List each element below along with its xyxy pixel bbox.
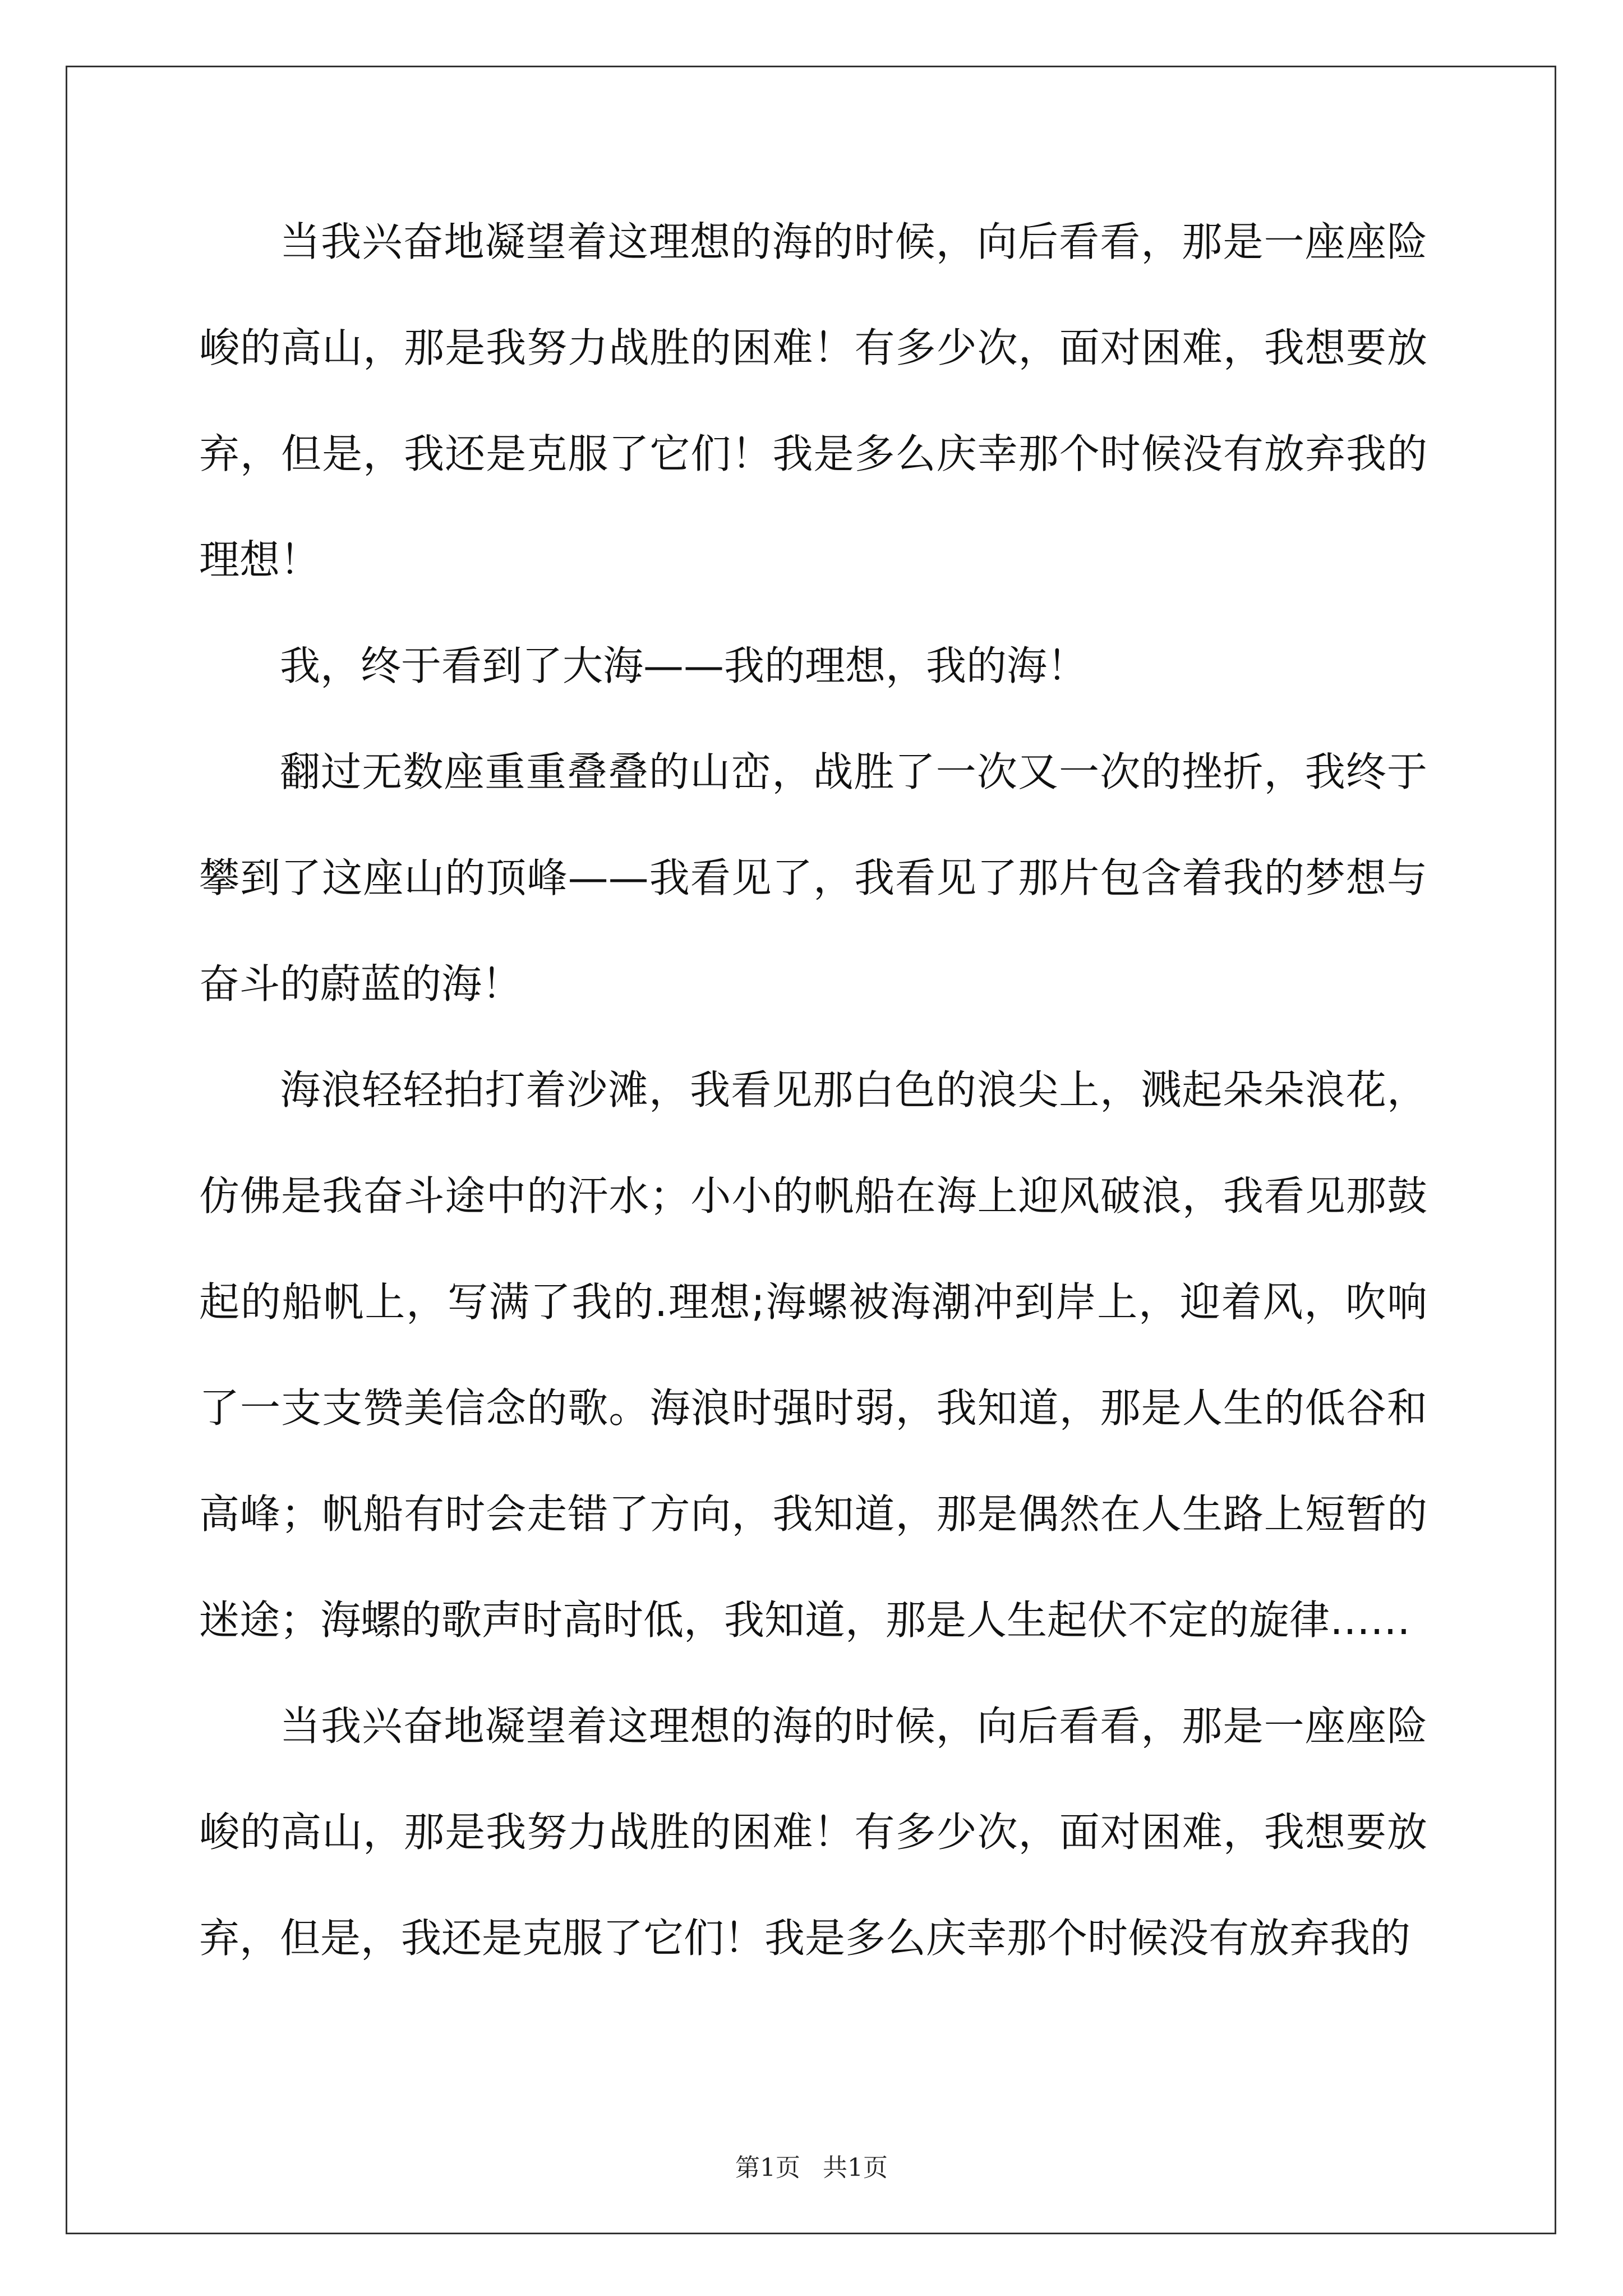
page-footer [0,2147,1623,2183]
page-total: 共1页 [823,2154,888,2182]
page-number: 第1页 [735,2154,800,2182]
paragraph-2: 我，终于看到了大海——我的理想，我的海！ [280,642,1088,689]
paragraph-4: 海浪轻轻拍打着沙滩，我看见那白色的浪尖上，溅起朵朵浪花，仿佛是我奋斗途中的汗水；小小的帆船在海上迎风破浪，我看见那鼓起的船帆上，写满了我的.理想;海螺被海潮冲到岸上，迎着风，吹响了一支支赞美信念的歌。海浪时强时弱，我知道，那是人生的低谷和高峰；帆船有时会走错了方向，我知道，那是偶然在人生路上短暂的迷途；海螺的歌声时高时低，我知道，那是人生起伏不定的旋律…… [199,1066,1427,1644]
paragraph-1: 当我兴奋地凝望着这理想的海的时候，向后看看，那是一座座险峻的高山，那是我努力战胜的困难！有多少次，面对困难，我想要放弃，但是，我还是克服了它们！我是多么庆幸那个时候没有放弃我的理想！ [199,218,1427,583]
paragraph-3: 翻过无数座重重叠叠的山峦，战胜了一次又一次的挫折，我终于攀到了这座山的顶峰——我看见了，我看见了那片包含着我的梦想与奋斗的蔚蓝的海！ [199,748,1427,1007]
document-body [199,189,1427,1991]
paragraph-5: 当我兴奋地凝望着这理想的海的时候，向后看看，那是一座座险峻的高山，那是我努力战胜的困难！有多少次，面对困难，我想要放弃，但是，我还是克服了它们！我是多么庆幸那个时候没有放弃我的 [199,1703,1427,1962]
